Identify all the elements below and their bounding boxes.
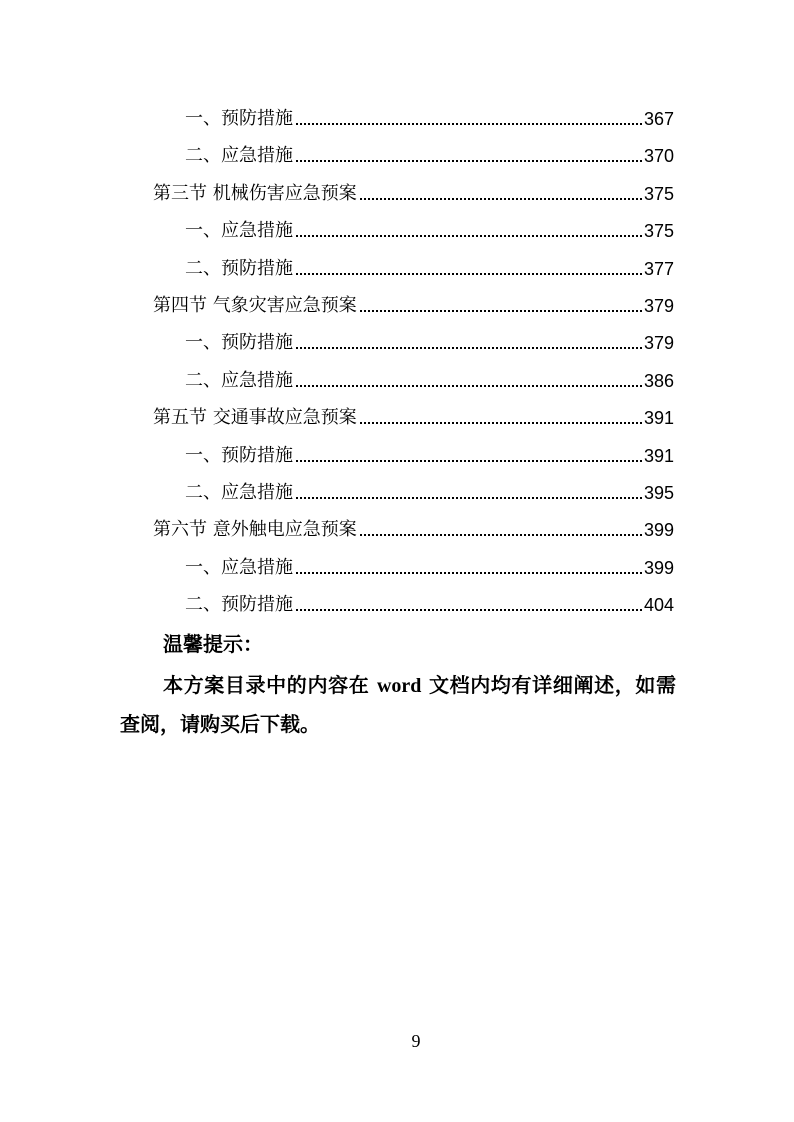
toc-entry-page: 399 xyxy=(643,557,674,578)
toc-entry-page: 377 xyxy=(643,258,674,279)
toc-entry-title: 一、应急措施 xyxy=(185,556,293,578)
toc-entry-title: 一、应急措施 xyxy=(185,220,293,242)
toc-entry[interactable] xyxy=(153,406,674,430)
tip-paragraph xyxy=(120,666,676,743)
toc-leader-dots xyxy=(296,460,642,462)
tip-heading: 温馨提示： xyxy=(163,632,263,656)
page-number: 9 xyxy=(411,1031,421,1051)
toc-entry-page: 404 xyxy=(643,595,674,616)
toc-entry-title: 第三节 机械伤害应急预案 xyxy=(153,182,357,204)
tip-text-after: 文档内均有详细阐述，如需查阅，请购买后下载。 xyxy=(120,673,676,736)
toc-leader-dots xyxy=(296,497,642,499)
toc-entry[interactable] xyxy=(185,369,674,393)
toc-entry-title: 第六节 意外触电应急预案 xyxy=(153,519,357,541)
toc-entry-title: 二、应急措施 xyxy=(185,145,293,167)
toc-leader-dots xyxy=(360,198,642,200)
toc-entry[interactable] xyxy=(153,182,674,206)
toc-entry[interactable] xyxy=(153,294,674,318)
toc-entry[interactable] xyxy=(153,518,674,542)
toc-entry-title: 第五节 交通事故应急预案 xyxy=(153,407,357,429)
toc-leader-dots xyxy=(296,347,642,349)
toc-entry-page: 395 xyxy=(643,483,674,503)
toc-entry[interactable] xyxy=(185,219,674,243)
toc-entry-page: 391 xyxy=(643,408,674,429)
toc-entry-title: 一、预防措施 xyxy=(185,332,293,354)
toc-entry-title: 一、预防措施 xyxy=(185,108,293,129)
toc-entry[interactable] xyxy=(185,144,674,168)
toc-entry[interactable] xyxy=(185,331,674,355)
toc-entry-page: 386 xyxy=(643,370,674,391)
toc-leader-dots xyxy=(296,273,642,275)
toc-entry-page: 367 xyxy=(643,109,674,129)
toc-leader-dots xyxy=(296,609,642,611)
toc-leader-dots xyxy=(360,310,642,312)
toc-entry-page: 379 xyxy=(643,296,674,316)
toc-entry[interactable] xyxy=(185,107,674,131)
toc-entry[interactable] xyxy=(185,257,674,281)
tip-word: word xyxy=(376,675,422,697)
toc-leader-dots xyxy=(296,160,642,162)
toc-leader-dots xyxy=(360,534,642,536)
tip-text-before: 本方案目录中的内容在 xyxy=(163,673,377,697)
toc-leader-dots xyxy=(360,422,642,424)
toc-entry-title: 二、预防措施 xyxy=(185,594,293,616)
toc-entry-title: 二、应急措施 xyxy=(185,369,293,391)
toc-entry-page: 375 xyxy=(643,183,674,204)
toc-leader-dots xyxy=(296,385,642,387)
toc-entry-page: 379 xyxy=(643,333,674,354)
toc-entry-title: 一、预防措施 xyxy=(185,444,293,466)
toc-entry-page: 370 xyxy=(643,146,674,167)
toc-entry-title: 二、应急措施 xyxy=(185,482,293,503)
toc-leader-dots xyxy=(296,572,642,574)
toc-entry[interactable] xyxy=(185,481,674,505)
toc-entry[interactable] xyxy=(185,444,674,468)
toc-entry-page: 399 xyxy=(643,520,674,541)
toc-entry-title: 二、预防措施 xyxy=(185,257,293,279)
toc-leader-dots xyxy=(296,235,642,237)
toc-entry-page: 391 xyxy=(643,445,674,466)
toc-entry[interactable] xyxy=(185,556,674,580)
toc-leader-dots xyxy=(296,123,642,125)
toc-entry-title: 第四节 气象灾害应急预案 xyxy=(153,295,357,316)
toc-entry[interactable] xyxy=(185,593,674,617)
toc-entry-page: 375 xyxy=(643,221,674,242)
